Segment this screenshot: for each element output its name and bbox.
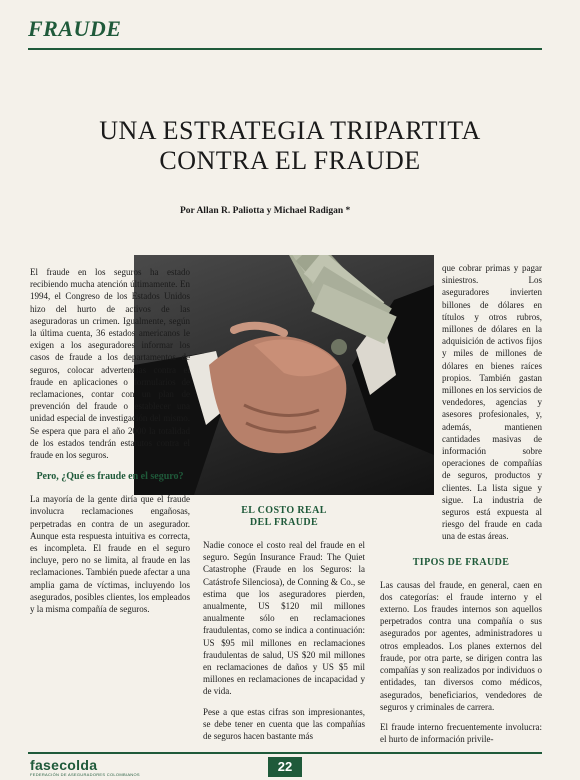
col3-subheading: TIPOS DE FRAUDE (412, 556, 510, 568)
col2-paragraph-1: Nadie conoce el costo real del fraude en el seguro. Según Insurance Fraud: The Quiet Catastrophe (Fraude en los Seguros: la Catástrofe Silenciosa), de Conning & Co., se estima que los aseguradores pierden, anualmente, US $120 mil millones anualmente sólo en reclamaciones fraudulentas, como se indica a continuación: US $95 mil millones en reclamaciones fraudulentas de salud, US $20 mil millones en reclamaciones de daños y US $5 mil millones en reclamaciones de incapacidad y de vida. (203, 540, 365, 697)
page-number: 22 (268, 757, 302, 777)
col1-paragraph-1: El fraude en los seguros ha estado recibiendo mucha atención últimamente. En 1994, el Congreso de los Estados Unidos hizo del hurto de activos de las aseguradoras un crimen. Igualmente, según la última cuenta, 36 estados americanos le exigen a los aseguradores informar los casos de fraude a los departamentos de seguros, colocar advertencias contra el fraude en aplicaciones o formularios de reclamaciones, contar con un plan de prevención del fraude o establecer una unidad especial de investigación del mismo. Se espera que para el año 2000 la totalidad de los estados tendrán estatutos contra el fraude en los seguros. (30, 267, 190, 461)
col1-subheading: Pero, ¿Qué es fraude en el seguro? (36, 471, 184, 483)
col3-paragraph-3: El fraude interno frecuentemente involucra: el hurto de información privile- (380, 721, 542, 745)
col2-paragraph-2: Pese a que estas cifras son impresionantes, se debe tener en cuenta que las compañías de seguros hacen bastante más (203, 706, 365, 742)
col1-paragraph-2: La mayoría de la gente diría que el fraude involucra reclamaciones engañosas, perpetradas en contra de un asegurador. Aunque esta respuesta intuitiva es correcta, es incompleta. El fraude en el seguro incluye, pero no se limita, al fraude en las reclamaciones. También puede afectar a una amplia gama de víctimas, incluyendo los asegurados, posibles clientes, los empleados y la misma compañía de seguros. (30, 494, 190, 615)
fasecolda-logo (30, 757, 140, 777)
logo-name: fasecolda (30, 757, 98, 773)
header-rule (28, 48, 542, 50)
col3-paragraph-1: que cobrar primas y pagar siniestros. Los aseguradores invierten billones de dólares en títulos y otros rubros, millones de dólares en la adquisición de activos fijos y miles de millones de dólares en bienes raíces propios. También gastan millones en los servicios de vendedores, agencias y asesores profesionales, y, además, mantienen cantidades masivas de información sobre operaciones de compañías de seguros, productos y clientes. La lista sigue y sigue. La industria de seguros está expuesta al riesgo del fraude en cada una de estas áreas. (442, 263, 542, 542)
col3-paragraph-2: Las causas del fraude, en general, caen en dos categorías: el fraude interno y el externo. Los fraudes internos son aquellos perpetrados contra una compañía o sus asegurados por agentes, administradores u otros empleados. Los planes externos del fraude, por otra parte, se dirigen contra las compañías y son realizados por individuos o entidades, tan diversos como médicos, asegurados, beneficiarios, vendedores de seguros y criminales de carrera. (380, 579, 542, 712)
article-title (40, 116, 540, 176)
title-line-2: CONTRA EL FRAUDE (159, 146, 421, 175)
column-2 (203, 503, 365, 750)
byline: Por Allan R. Paliotta y Michael Radigan * (180, 206, 351, 216)
title-line-1: UNA ESTRATEGIA TRIPARTITA (99, 116, 481, 145)
section-label: FRAUDE (28, 16, 122, 41)
column-1 (30, 266, 190, 623)
column-3 (380, 262, 542, 753)
col2-subheading: EL COSTO REAL DEL FRAUDE (241, 505, 327, 528)
footer-rule (28, 752, 542, 754)
logo-subtitle: FEDERACIÓN DE ASEGURADORES COLOMBIANOS (30, 772, 140, 777)
